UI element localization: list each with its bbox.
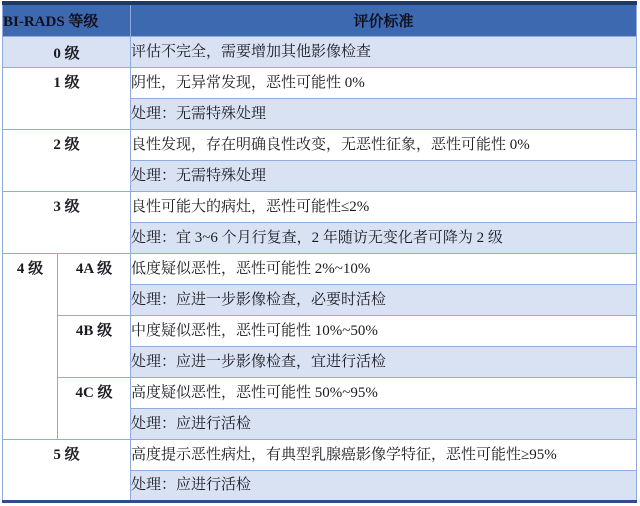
management-cell: 处理：无需特殊处理 — [131, 161, 637, 192]
table-row — [3, 68, 637, 99]
management-cell: 处理：应进行活检 — [131, 471, 637, 502]
management-cell: 处理：应进一步影像检查，必要时活检 — [131, 285, 637, 316]
grade-cell-4c: 4C 级 — [58, 378, 131, 440]
birads-table — [2, 1, 637, 503]
table-row — [3, 440, 637, 471]
grade-cell-5: 5 级 — [3, 440, 131, 502]
criteria-cell: 低度疑似恶性，恶性可能性 2%~10% — [131, 254, 637, 285]
criteria-cell: 中度疑似恶性，恶性可能性 10%~50% — [131, 316, 637, 347]
grade-cell-0: 0 级 — [3, 37, 131, 68]
table-row — [3, 254, 637, 285]
management-cell: 处理：应进一步影像检查，宜进行活检 — [131, 347, 637, 378]
criteria-cell: 良性发现，存在明确良性改变，无恶性征象，恶性可能性 0% — [131, 130, 637, 161]
table-row — [3, 316, 637, 347]
grade-cell-4b: 4B 级 — [58, 316, 131, 378]
table-header-row — [3, 3, 637, 37]
grade-cell-2: 2 级 — [3, 130, 131, 192]
criteria-cell: 高度疑似恶性，恶性可能性 50%~95% — [131, 378, 637, 409]
table-row — [3, 192, 637, 223]
criteria-cell: 高度提示恶性病灶，有典型乳腺癌影像学特征，恶性可能性≥95% — [131, 440, 637, 471]
management-cell: 处理：应进行活检 — [131, 409, 637, 440]
management-cell: 处理：宜 3~6 个月行复查，2 年随访无变化者可降为 2 级 — [131, 223, 637, 254]
criteria-cell: 评估不完全，需要增加其他影像检查 — [131, 37, 637, 68]
header-level-column: BI-RADS 等级 — [3, 3, 131, 37]
table-row — [3, 37, 637, 68]
management-cell: 处理：无需特殊处理 — [131, 99, 637, 130]
grade-cell-4a: 4A 级 — [58, 254, 131, 316]
grade-cell-4: 4 级 — [3, 254, 58, 440]
criteria-cell: 良性可能大的病灶，恶性可能性≤2% — [131, 192, 637, 223]
table-row — [3, 378, 637, 409]
criteria-cell: 阴性，无异常发现，恶性可能性 0% — [131, 68, 637, 99]
header-criteria-column: 评价标准 — [131, 3, 637, 37]
table-row — [3, 130, 637, 161]
grade-cell-1: 1 级 — [3, 68, 131, 130]
grade-cell-3: 3 级 — [3, 192, 131, 254]
